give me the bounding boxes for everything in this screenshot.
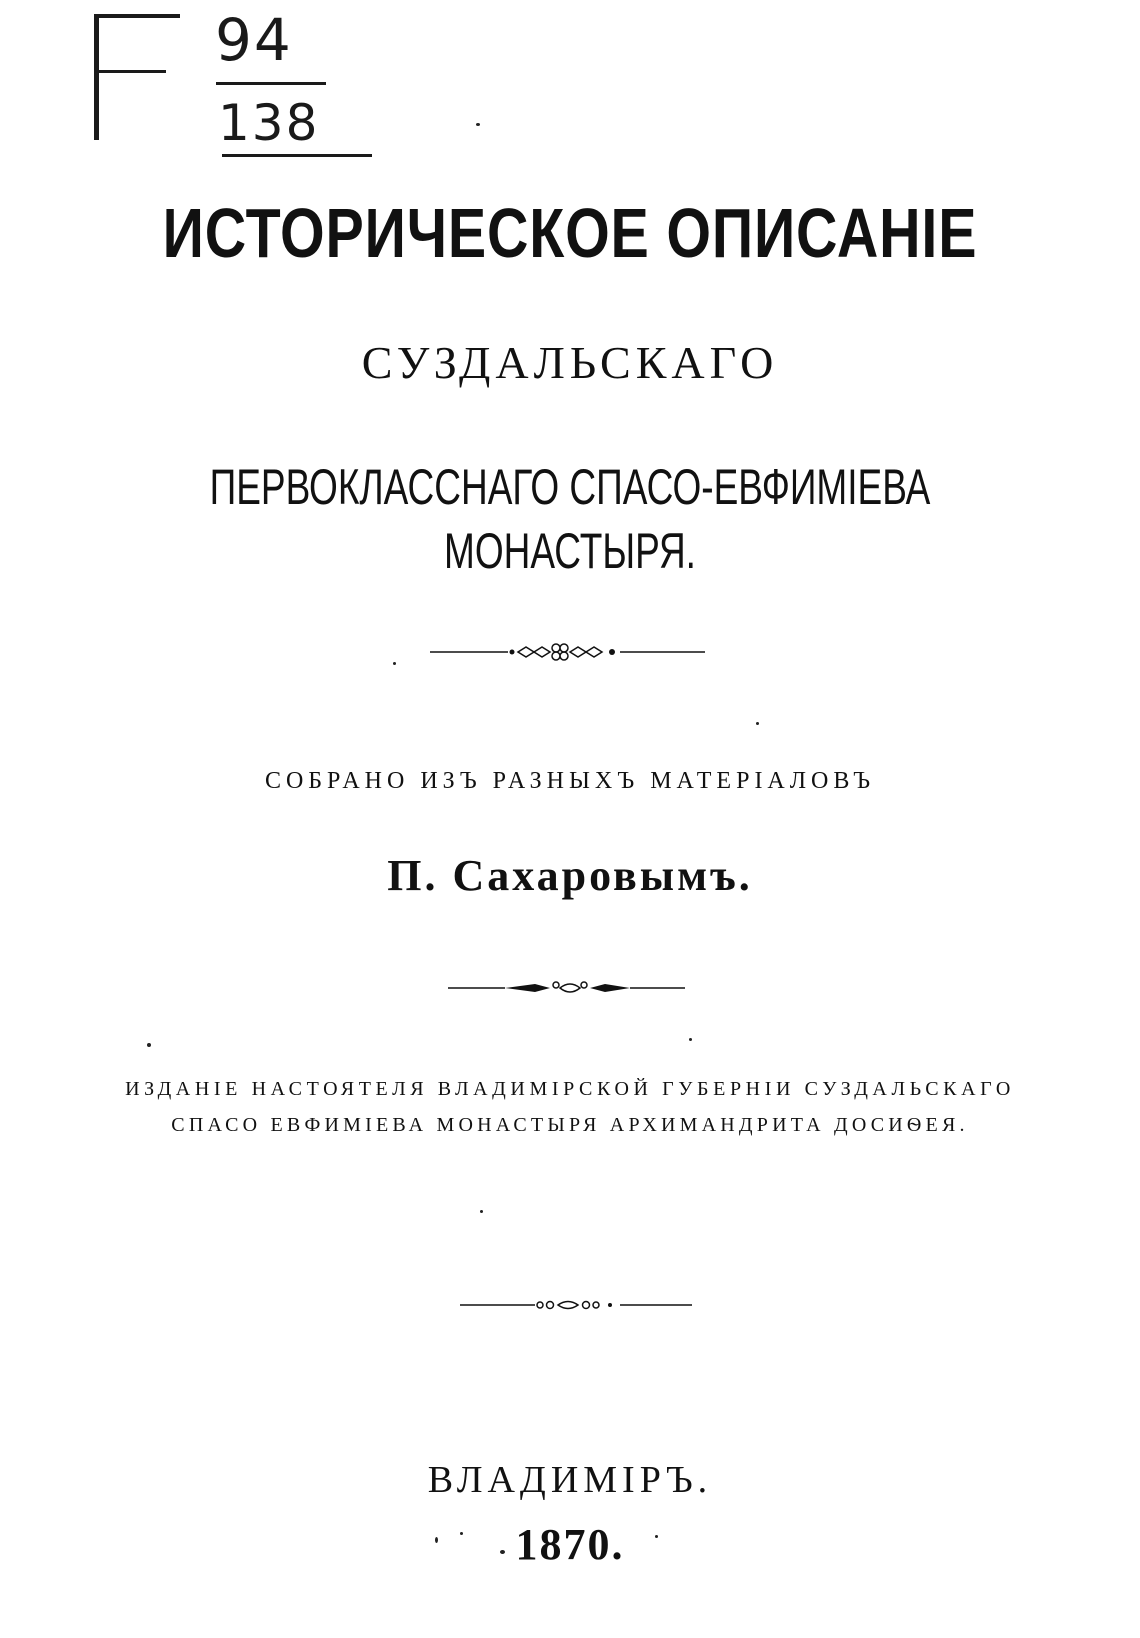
author-name: П. Сахаровымъ.: [387, 851, 753, 900]
book-subtitle-line-1: СУЗДАЛЬСКАГО: [361, 337, 779, 388]
shelf-mark-divider: [216, 82, 326, 85]
book-title: ИСТОРИЧЕСКОЕ ОПИСАНІЕ: [162, 194, 978, 272]
scan-speck: [435, 1537, 438, 1543]
scan-speck: [476, 123, 480, 126]
book-subtitle-line-2: ПЕРВОКЛАССНАГО СПАСО-ЕВФИМІЕВА МОНАСТЫРЯ.: [209, 459, 931, 579]
ornament-divider-icon: [0, 642, 1140, 662]
publication-year: 1870.: [515, 1520, 625, 1569]
publisher-line-2: СПАСО ЕВФИМІЕВА МОНАСТЫРЯ АРХИМАНДРИТА ДОСИѲЕЯ.: [171, 1114, 969, 1136]
scan-speck: [756, 722, 759, 725]
shelf-mark-number-bottom: 138: [218, 94, 320, 152]
ornament-divider-icon: [0, 1295, 1140, 1315]
shelf-mark-letter: [88, 0, 183, 140]
publisher-line-1: ИЗДАНІЕ НАСТОЯТЕЛЯ ВЛАДИМІРСКОЙ ГУБЕРНІИ СУЗДАЛЬСКАГО: [125, 1078, 1015, 1100]
collected-from-line: СОБРАНО ИЗЪ РАЗНЫХЪ МАТЕРІАЛОВЪ: [264, 768, 876, 794]
scan-speck: [689, 1038, 692, 1041]
scan-speck: [460, 1532, 463, 1535]
scan-speck: [393, 662, 396, 665]
scan-speck: [655, 1535, 658, 1538]
scan-speck: [480, 1210, 483, 1213]
shelf-mark-underline: [222, 154, 372, 157]
scan-speck: [147, 1043, 151, 1047]
ornament-divider-icon: [0, 978, 1140, 998]
publication-city: ВЛАДИМІРЪ.: [427, 1459, 713, 1501]
scan-speck: [500, 1550, 505, 1554]
shelf-mark-number-top: 94: [215, 6, 293, 74]
